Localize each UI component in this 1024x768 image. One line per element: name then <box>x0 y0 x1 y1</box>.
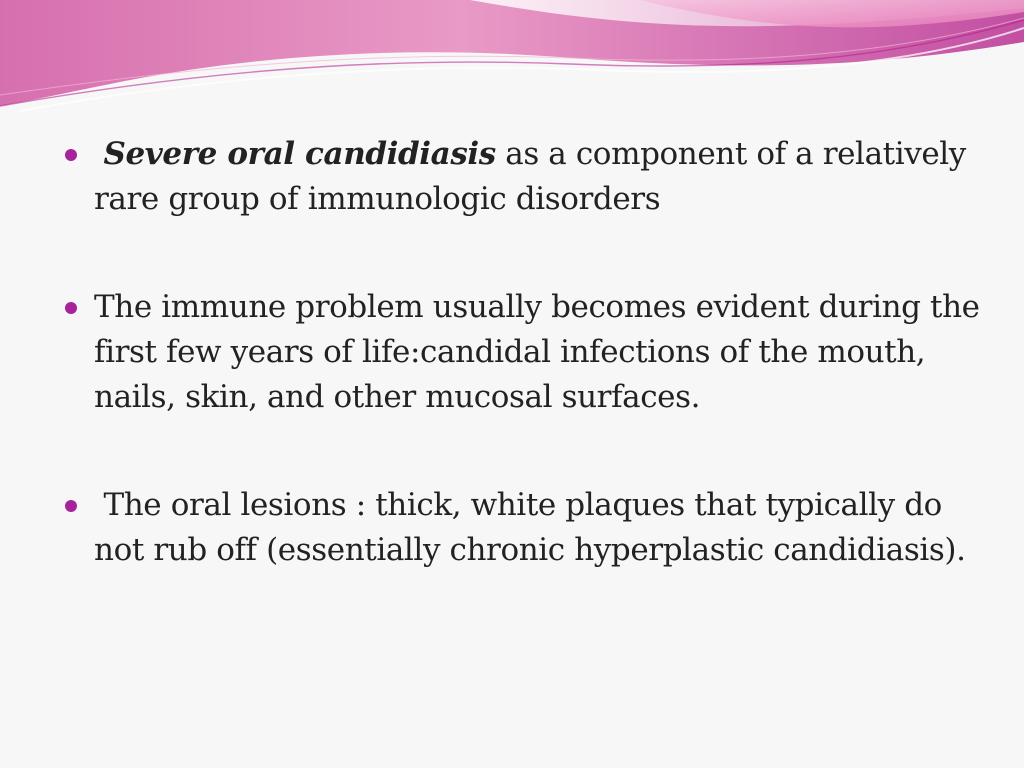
bullet-icon <box>65 149 77 161</box>
bullet-icon <box>65 500 77 512</box>
bullet-item <box>62 132 982 222</box>
bullet-list <box>62 132 982 573</box>
bullet-item <box>62 483 982 573</box>
bullet-text: as a component of a relatively rare group of immunologic disorders <box>94 136 966 217</box>
bullet-icon <box>65 302 77 314</box>
header-decoration <box>0 0 1024 120</box>
bullet-text: The immune problem usually becomes evident during the first few years of life:candidal infections of the mouth, nails, skin, and other mucosal surfaces. <box>94 289 980 415</box>
bullet-item <box>62 285 982 420</box>
bullet-text: The oral lesions : thick, white plaques that typically do not rub off (essentially chronic hyperplastic candidiasis). <box>94 487 966 568</box>
bullet-emphasis: Severe oral candidiasis <box>103 136 496 172</box>
